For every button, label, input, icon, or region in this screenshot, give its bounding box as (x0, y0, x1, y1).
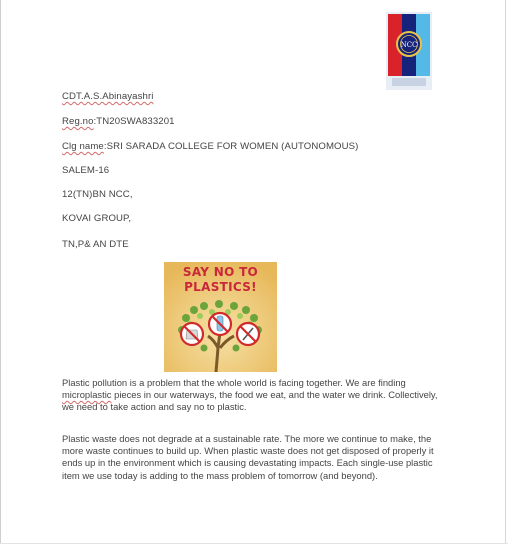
college-name (62, 141, 358, 152)
paragraph-1-text-a: Plastic pollution is a problem that the whole world is facing together. We are finding (62, 377, 406, 388)
bottle-icon (209, 313, 231, 335)
reg-value: :TN20SWA833201 (93, 116, 175, 127)
city-line: SALEM-16 (62, 165, 110, 176)
paragraph-2: Plastic waste does not degrade at a sustainable rate. The more we continue to make, the more waste continues to build up. When plastic waste does not get disposed of properly it ends up in the environment which is causing devastating impacts. Each single-use plastic item we use today is adding to the mass problem of tomorrow (and beyond). (62, 433, 434, 481)
poster-title-line2: PLASTICS! (184, 280, 257, 294)
group-line: KOVAI GROUP, (62, 213, 132, 224)
say-no-to-plastics-poster (164, 262, 277, 372)
straw-icon (237, 323, 259, 345)
bag-icon (181, 323, 203, 345)
page-border (0, 0, 1, 544)
battalion-line: 12(TN)BN NCC, (62, 189, 133, 200)
clg-value: :SRI SARADA COLLEGE FOR WOMEN (AUTONOMOUS) (103, 141, 359, 152)
paragraph-1-text-b: pieces in our waterways, the food we eat, and the water we drink. Collectively, we need to take action and say no to plastic. (62, 389, 438, 413)
cadet-name (62, 91, 153, 102)
paragraph-1 (62, 377, 452, 414)
reg-label: Reg.no (62, 116, 94, 127)
clg-label: Clg name (62, 141, 104, 152)
ncc-logo (386, 12, 432, 90)
paragraph-1-flagged-word: microplastic (62, 389, 112, 401)
registration-number (62, 116, 175, 127)
ncc-logo-text: NCC (400, 41, 418, 49)
page-border (505, 0, 506, 544)
poster-title-line1: SAY NO TO (182, 265, 259, 279)
directorate-line: TN,P& AN DTE (62, 239, 129, 250)
cadet-name-text: CDT.A.S.Abinayashri (62, 91, 154, 102)
